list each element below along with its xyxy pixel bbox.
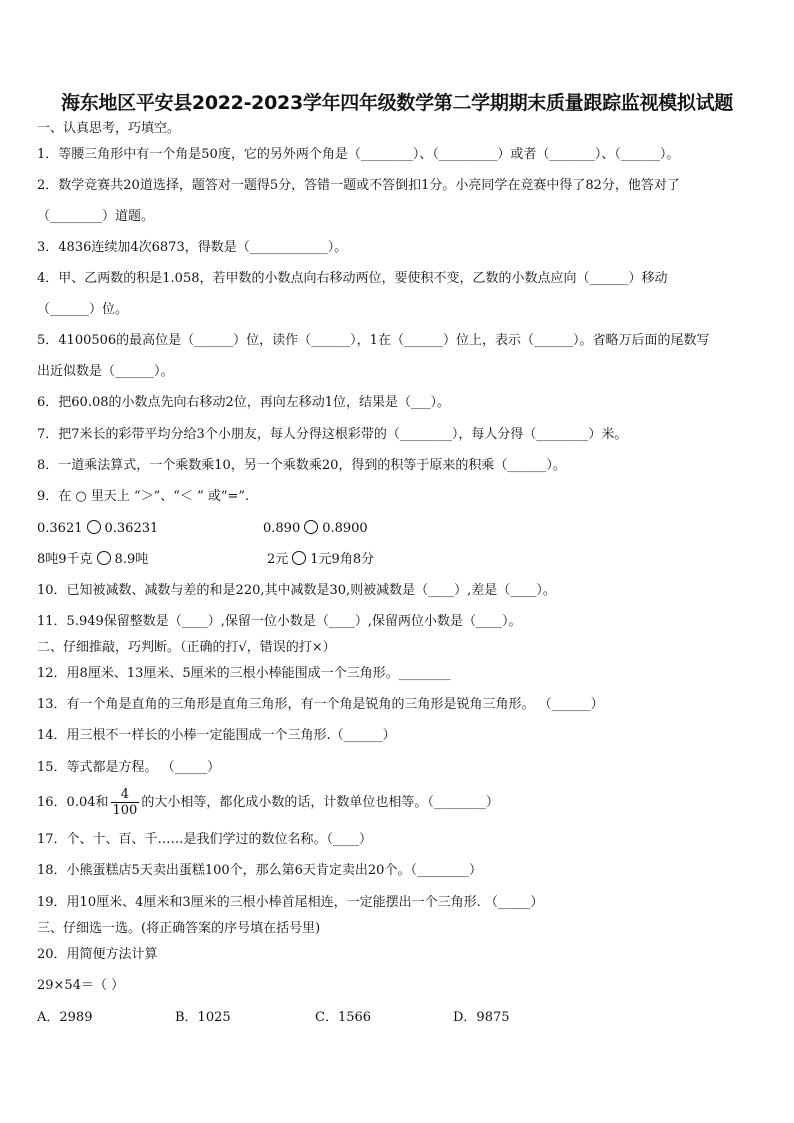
question-13: 13．有一个角是直角的三角形是直角三角形，有一个角是锐角的三角形是锐角三角形。 （______）	[37, 697, 604, 712]
question-16-prefix: 16．0.04和	[37, 795, 109, 810]
question-18: 18．小熊蛋糕店5天卖出蛋糕100个，那么第6天肯定卖出20个。（________）	[37, 863, 482, 878]
question-20: 20．用简便方法计算	[37, 947, 158, 962]
compare-circle-icon	[292, 551, 306, 565]
compare-right: 8.9吨	[114, 552, 149, 567]
compare-left: 0.890	[263, 521, 301, 536]
question-1: 1．等腰三角形中有一个角是50度，它的另外两个角是（________）、（_________）或者（_______）、（______）。	[37, 147, 680, 162]
question-9: 9．在 ○ 里天上 “＞”、“＜ ” 或“=”.	[37, 489, 250, 504]
section-heading-2: 二、仔细推敲，巧判断。（正确的打√，错误的打×）	[37, 640, 336, 655]
compare-item	[37, 551, 148, 568]
question-6: 6．把60.08的小数点先向右移动2位，再向左移动1位，结果是（___）。	[37, 395, 451, 410]
option-d: D．9875	[453, 1010, 510, 1025]
fraction-denominator: 100	[112, 803, 138, 818]
section-heading-1: 一、认真思考，巧填空。	[37, 121, 181, 136]
question-17: 17．个、十、百、千……是我们学过的数位名称。（____）	[37, 832, 373, 847]
compare-left: 2元	[267, 552, 289, 567]
option-b: B．1025	[175, 1010, 231, 1025]
compare-circle-icon	[87, 520, 101, 534]
fraction	[111, 787, 140, 818]
question-4-line-2: （______）位。	[37, 302, 129, 317]
compare-left: 0.3621	[37, 521, 83, 536]
question-3: 3．4836连续加4次6873，得数是（____________）。	[37, 240, 348, 255]
question-16	[37, 787, 499, 818]
compare-item	[267, 551, 374, 568]
question-5-line-1: 5．4100506的最高位是（______）位，读作（______），1在（______）位上，表示（______）。省略万后面的尾数写	[37, 333, 710, 348]
question-14: 14．用三根不一样长的小棒一定能围成一个三角形.（______）	[37, 728, 396, 743]
question-2-line-1: 2．数学竞赛共20道选择，题答对一题得5分，答错一题或不答倒扣1分。小亮同学在竞赛中得了82分，他答对了	[37, 178, 680, 193]
section-heading-3: 三、仔细选一选。(将正确答案的序号填在括号里)	[37, 921, 321, 936]
compare-item	[37, 520, 158, 537]
option-c: C．1566	[315, 1010, 372, 1025]
question-12: 12．用8厘米、13厘米、5厘米的三根小棒能围成一个三角形。________	[37, 666, 451, 681]
question-20-expression: 29×54＝（ ）	[37, 978, 125, 993]
question-10: 10．已知被减数、减数与差的和是220,其中减数是30,则被减数是（____）,差是（____）。	[37, 583, 556, 598]
compare-right: 0.36231	[104, 521, 159, 536]
compare-left: 8吨9千克	[37, 552, 93, 567]
page-title: 海东地区平安县2022-2023学年四年级数学第二学期期末质量跟踪监视模拟试题	[61, 92, 733, 114]
compare-circle-icon	[97, 551, 111, 565]
question-11: 11．5.949保留整数是（____）,保留一位小数是（____）,保留两位小数是（____）。	[37, 614, 522, 629]
compare-right: 1元9角8分	[310, 552, 375, 567]
question-2-line-2: （________）道题。	[37, 209, 155, 224]
compare-circle-icon	[304, 520, 318, 534]
compare-right: 0.8900	[322, 521, 368, 536]
question-4-line-1: 4．甲、乙两数的积是1.058，若甲数的小数点向右移动两位，要使积不变，乙数的小数点应向（______）移动	[37, 271, 668, 286]
question-5-line-2: 出近似数是（______）。	[37, 364, 174, 379]
question-8: 8．一道乘法算式，一个乘数乘10，另一个乘数乘20，得到的积等于原来的积乘（______）。	[37, 458, 566, 473]
option-a: A．2989	[37, 1010, 93, 1025]
question-7: 7．把7米长的彩带平均分给3个小朋友，每人分得这根彩带的（________），每人分得（________）米。	[37, 427, 628, 442]
question-15: 15．等式都是方程。 （_____）	[37, 760, 221, 775]
question-16-suffix: 的大小相等，都化成小数的话，计数单位也相等。（________）	[141, 795, 499, 810]
compare-item	[263, 520, 368, 537]
fraction-numerator: 4	[120, 787, 130, 802]
question-19: 19．用10厘米、4厘米和3厘米的三根小棒首尾相连，一定能摆出一个三角形. （_____）	[37, 895, 544, 910]
